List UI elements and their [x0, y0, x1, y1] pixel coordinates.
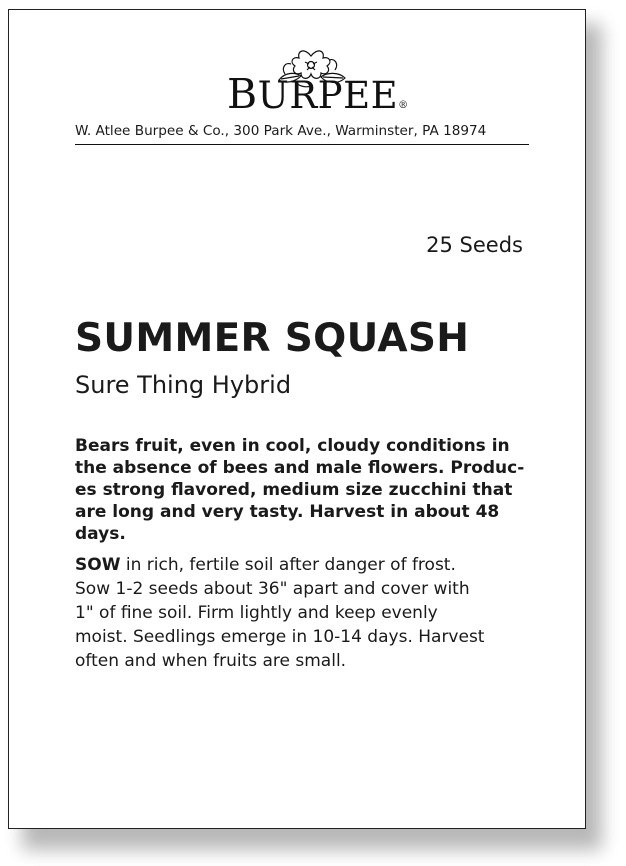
brand-wordmark — [227, 70, 409, 118]
sowing-line: often and when fruits are small. — [75, 651, 347, 671]
seed-packet — [8, 9, 586, 829]
brand-name-rest: URPEE — [257, 74, 399, 117]
variety-name: Sure Thing Hybrid — [75, 371, 292, 399]
description-line: are long and very tasty. Harvest in about 48 — [75, 502, 500, 522]
sowing-line: moist. Seedlings emerge in 10-14 days. Harvest — [75, 627, 485, 647]
description-line: the absence of bees and male flowers. Produc- — [75, 458, 525, 478]
sowing-line: Sow 1-2 seeds about 36" apart and cover with — [75, 579, 470, 599]
burpee-logo — [227, 46, 409, 118]
sowing-instructions — [75, 553, 525, 673]
description-line: days. — [75, 524, 126, 544]
sowing-line-text: in rich, fertile soil after danger of frost. — [120, 555, 456, 575]
product-title: SUMMER SQUASH — [75, 316, 470, 361]
brand-initial: B — [227, 70, 258, 118]
sowing-line: 1" of fine soil. Firm lightly and keep evenly — [75, 603, 438, 623]
seed-count: 25 Seeds — [426, 233, 523, 257]
sowing-line — [75, 553, 525, 577]
registered-mark: ® — [398, 100, 409, 111]
description — [75, 435, 525, 545]
sow-keyword: SOW — [75, 555, 121, 575]
company-address: W. Atlee Burpee & Co., 300 Park Ave., Warminster, PA 18974 — [75, 122, 529, 145]
description-line: es strong flavored, medium size zucchini that — [75, 480, 513, 500]
description-line: Bears fruit, even in cool, cloudy conditions in — [75, 436, 510, 456]
